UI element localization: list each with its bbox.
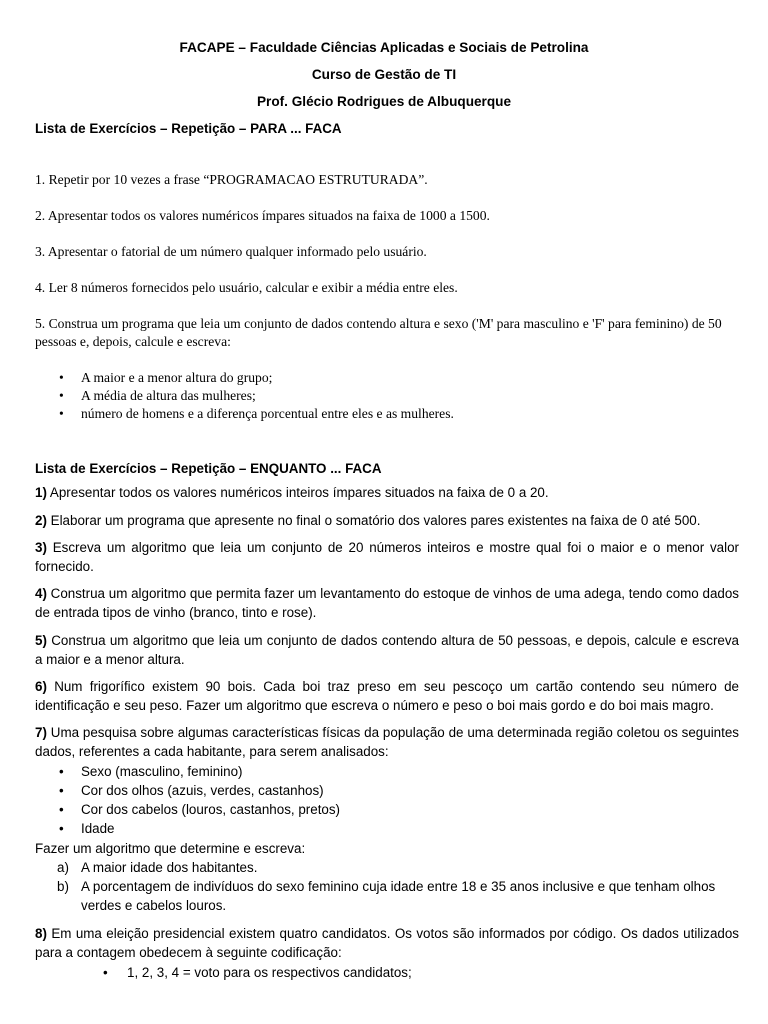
exercise-7-subitems — [35, 858, 739, 915]
para-exercise-4: 4. Ler 8 números fornecidos pelo usuário, calcular e exibir a média entre eles. — [35, 280, 458, 295]
exercise-text: Escreva um algoritmo que leia um conjunto de 20 números inteiros e mostre qual foi o maior e o menor valor fornecido. — [35, 540, 739, 574]
institution-title: FACAPE – Faculdade Ciências Aplicadas e Sociais de Petrolina — [179, 40, 589, 55]
list-item: • A média de altura das mulheres; — [35, 387, 739, 405]
exercise-number: 5) — [35, 633, 47, 648]
exercise-8-bullets — [35, 963, 739, 982]
list-item: • Cor dos cabelos (louros, castanhos, pretos) — [35, 800, 739, 819]
list-item: • Idade — [35, 819, 739, 838]
course-title: Curso de Gestão de TI — [311, 67, 457, 82]
enquanto-exercise-6 — [35, 677, 739, 715]
section2-title: Lista de Exercícios – Repetição – ENQUANTO ... FACA — [35, 461, 382, 476]
item-label: b) — [57, 879, 69, 894]
exercise-number: 1) — [35, 485, 47, 500]
list-item — [35, 858, 739, 877]
enquanto-exercise-2 — [35, 511, 739, 530]
para-exercise-5-bullets — [35, 369, 739, 423]
exercise-text: Em uma eleição presidencial existem quatro candidatos. Os votos são informados por código. Os dados utilizados para a contagem obedecem à seguinte codificação: — [35, 926, 739, 960]
para-exercise-2: 2. Apresentar todos os valores numéricos ímpares situados na faixa de 1000 a 1500. — [35, 208, 490, 223]
exercise-number: 8) — [35, 926, 47, 941]
item-label: a) — [57, 860, 69, 875]
exercise-7-bullets — [35, 762, 739, 838]
list-item: • A maior e a menor altura do grupo; — [35, 369, 739, 387]
para-exercise-1: 1. Repetir por 10 vezes a frase “PROGRAMACAO ESTRUTURADA”. — [35, 172, 428, 187]
exercise-number: 7) — [35, 725, 47, 740]
exercise-text: Apresentar todos os valores numéricos inteiros ímpares situados na faixa de 0 a 20. — [46, 485, 549, 500]
list-item — [35, 877, 739, 915]
professor-name: Prof. Glécio Rodrigues de Albuquerque — [256, 94, 512, 109]
exercise-number: 6) — [35, 679, 47, 694]
section1-title: Lista de Exercícios – Repetição – PARA ... FACA — [35, 121, 342, 136]
enquanto-exercise-8 — [35, 924, 739, 962]
item-text: A maior idade dos habitantes. — [81, 860, 258, 875]
enquanto-exercise-4 — [35, 584, 739, 622]
list-item: • Cor dos olhos (azuis, verdes, castanhos) — [35, 781, 739, 800]
enquanto-exercise-3 — [35, 538, 739, 576]
exercise-text: Uma pesquisa sobre algumas características físicas da população de uma determinada região coletou os seguintes dados, referentes a cada habitante, para serem analisados: — [35, 725, 739, 759]
exercise-7-lead: Fazer um algoritmo que determine e escreva: — [35, 841, 306, 856]
para-exercise-3: 3. Apresentar o fatorial de um número qualquer informado pelo usuário. — [35, 244, 427, 259]
item-text: A porcentagem de indivíduos do sexo feminino cuja idade entre 18 e 35 anos inclusive e que tenham olhos verdes e cabelos louros. — [81, 879, 716, 913]
list-item: • número de homens e a diferença porcentual entre eles e as mulheres. — [35, 405, 739, 423]
enquanto-exercise-1 — [35, 483, 739, 502]
enquanto-exercise-7 — [35, 723, 739, 761]
list-item: • Sexo (masculino, feminino) — [35, 762, 739, 781]
exercise-number: 3) — [35, 540, 47, 555]
exercise-text: Elaborar um programa que apresente no final o somatório dos valores pares existentes na faixa de 0 até 500. — [46, 513, 701, 528]
list-item: • 1, 2, 3, 4 = voto para os respectivos candidatos; — [35, 963, 739, 982]
exercise-text: Construa um algoritmo que permita fazer um levantamento do estoque de vinhos de uma adega, tendo como dados de entrada tipos de vinho (branco, tinto e rose). — [35, 586, 739, 620]
enquanto-exercise-5 — [35, 631, 739, 669]
exercise-text: Num frigorífico existem 90 bois. Cada boi traz preso em seu pescoço um cartão contendo seu número de identificação e seu peso. Fazer um algoritmo que escreva o número e peso o boi mais gordo e do boi mais magro. — [35, 679, 739, 713]
exercise-text: Construa um algoritmo que leia um conjunto de dados contendo altura de 50 pessoas, e depois, calcule e escreva a maior e a menor altura. — [35, 633, 739, 667]
exercise-number: 4) — [35, 586, 47, 601]
exercise-number: 2) — [35, 513, 47, 528]
para-exercise-5: 5. Construa um programa que leia um conjunto de dados contendo altura e sexo ('M' para masculino e 'F' para feminino) de 50 pessoas e, depois, calcule e escreva: — [35, 316, 722, 349]
